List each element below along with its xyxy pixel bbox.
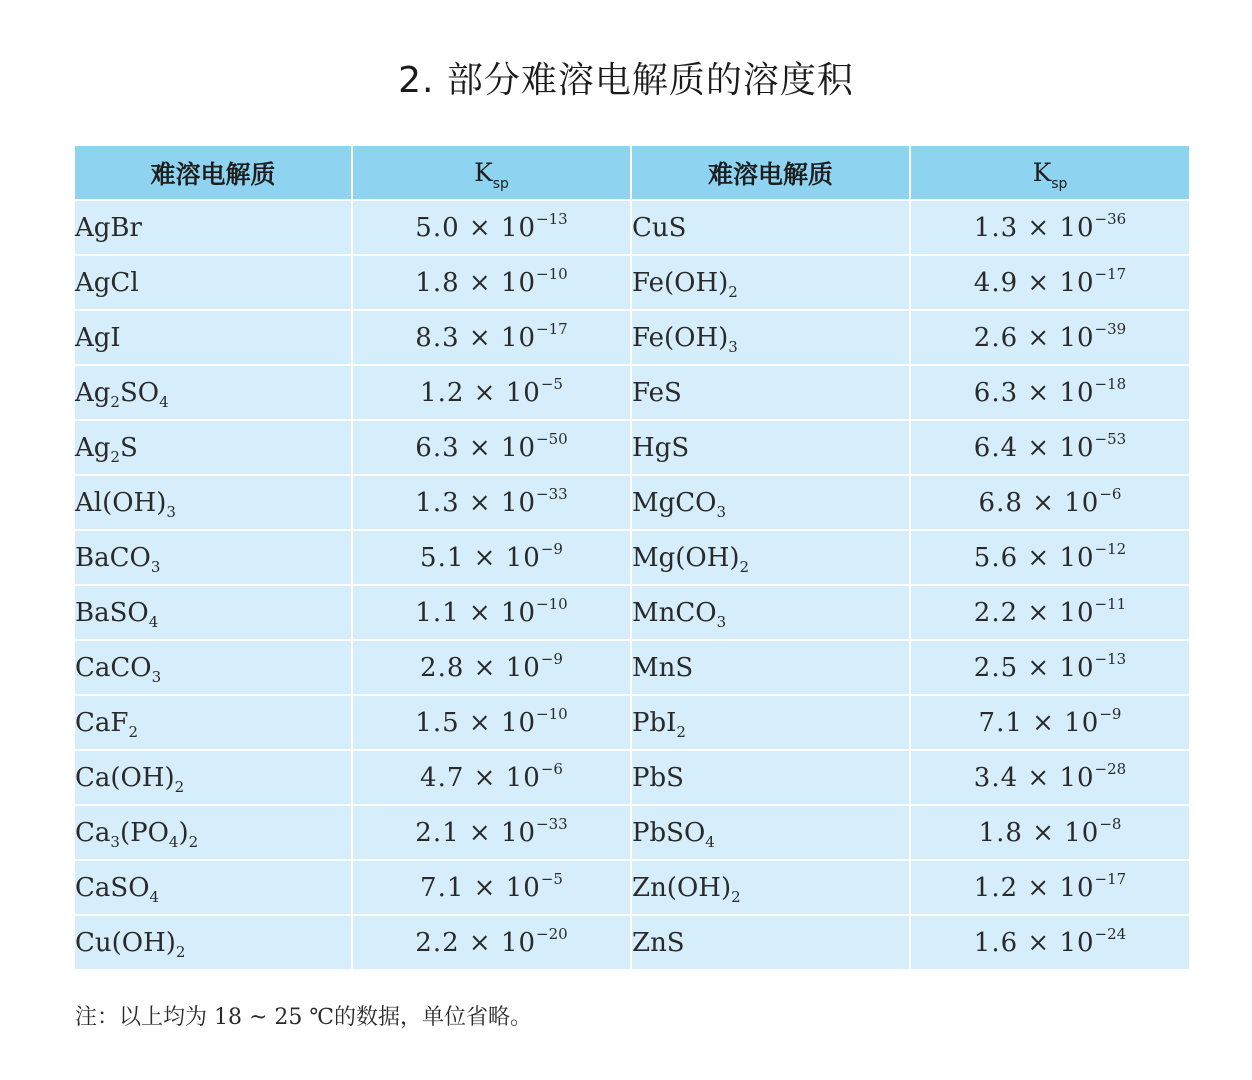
- ksp-value: $8.3 \times 10^{-17}$: [352, 310, 631, 365]
- header-electrolyte: 难溶电解质: [631, 146, 910, 200]
- ksp-mantissa: 1.5: [415, 707, 460, 738]
- formula-part: Mg(OH): [632, 542, 740, 573]
- ksp-value: $4.7 \times 10^{-6}$: [352, 750, 631, 805]
- ksp-value: $7.1 \times 10^{-5}$: [352, 860, 631, 915]
- ksp-exponent: −8: [1099, 814, 1122, 833]
- page-title: 2. 部分难溶电解质的溶度积: [398, 60, 854, 101]
- electrolyte-formula: [631, 200, 910, 255]
- ksp-value: $1.3 \times 10^{-33}$: [352, 475, 631, 530]
- formula-subscript: 3: [151, 667, 162, 686]
- electrolyte-formula: [75, 640, 352, 695]
- table-row: [75, 750, 1189, 805]
- ksp-exponent: −6: [540, 759, 563, 778]
- formula-part: ZnS: [632, 927, 685, 958]
- formula-subscript: 3: [728, 337, 738, 356]
- formula-subscript: 3: [150, 557, 161, 576]
- ksp-mantissa: 2.5: [973, 652, 1019, 683]
- ksp-exponent: −17: [1094, 264, 1127, 283]
- formula-subscript: 4: [159, 392, 169, 411]
- ksp-mantissa: 6.8: [978, 487, 1023, 518]
- table-row: [75, 310, 1189, 365]
- formula-part: Ca(OH): [75, 762, 175, 793]
- electrolyte-formula: [75, 805, 352, 860]
- formula-part: S: [119, 432, 138, 463]
- ksp-mantissa: 2.6: [973, 322, 1019, 353]
- ksp-exponent: −11: [1094, 594, 1127, 613]
- formula-subscript: 3: [716, 612, 727, 631]
- ksp-value: $1.6 \times 10^{-24}$: [910, 915, 1189, 969]
- formula-subscript: 2: [728, 282, 738, 301]
- ksp-mantissa: 5.0: [415, 212, 460, 243]
- ksp-mantissa: 4.9: [973, 267, 1019, 298]
- formula-part: SO: [119, 377, 160, 408]
- formula-part: PbI: [632, 707, 677, 738]
- electrolyte-formula: [631, 475, 910, 530]
- ksp-mantissa: 2.2: [415, 927, 460, 958]
- electrolyte-formula: [631, 915, 910, 969]
- formula-subscript: 2: [731, 887, 741, 906]
- formula-subscript: 2: [174, 777, 185, 796]
- ksp-mantissa: 2.1: [415, 817, 460, 848]
- ksp-value: $1.8 \times 10^{-8}$: [910, 805, 1189, 860]
- ksp-value: $1.3 \times 10^{-36}$: [910, 200, 1189, 255]
- formula-part: AgBr: [75, 212, 142, 243]
- formula-part: BaSO: [75, 597, 149, 628]
- table-row: [75, 255, 1189, 310]
- ksp-mantissa: 1.1: [415, 597, 460, 628]
- ksp-mantissa: 1.2: [420, 377, 465, 408]
- electrolyte-formula: [631, 310, 910, 365]
- formula-part: Zn(OH): [632, 872, 732, 903]
- electrolyte-formula: [75, 915, 352, 969]
- table-row: [75, 585, 1189, 640]
- formula-part: HgS: [632, 432, 690, 463]
- ksp-exponent: −9: [540, 649, 563, 668]
- ksp-mantissa: 1.3: [973, 212, 1019, 243]
- ksp-exponent: −13: [1094, 649, 1127, 668]
- formula-subscript: 2: [175, 942, 186, 961]
- electrolyte-formula: [75, 530, 352, 585]
- ksp-value: $7.1 \times 10^{-9}$: [910, 695, 1189, 750]
- ksp-exponent: −39: [1094, 319, 1127, 338]
- ksp-exponent: −28: [1094, 759, 1127, 778]
- ksp-mantissa: 5.1: [420, 542, 465, 573]
- ksp-value: $1.2 \times 10^{-17}$: [910, 860, 1189, 915]
- electrolyte-formula: [75, 310, 352, 365]
- electrolyte-formula: [75, 695, 352, 750]
- table-row: [75, 475, 1189, 530]
- ksp-mantissa: 1.6: [973, 927, 1019, 958]
- table-body: [75, 200, 1189, 969]
- electrolyte-formula: [631, 805, 910, 860]
- ksp-exponent: −6: [1099, 484, 1122, 503]
- ksp-mantissa: 7.1: [978, 707, 1023, 738]
- ksp-mantissa: 6.3: [415, 432, 460, 463]
- electrolyte-formula: [75, 585, 352, 640]
- ksp-value: $6.3 \times 10^{-50}$: [352, 420, 631, 475]
- formula-part: CaCO: [75, 652, 152, 683]
- formula-part: ): [178, 817, 189, 848]
- ksp-exponent: −9: [1099, 704, 1122, 723]
- ksp-value: $6.4 \times 10^{-53}$: [910, 420, 1189, 475]
- formula-subscript: 2: [110, 447, 120, 466]
- ksp-exponent: −33: [536, 814, 568, 833]
- table-row: [75, 530, 1189, 585]
- table-row: [75, 365, 1189, 420]
- ksp-mantissa: 1.3: [415, 487, 460, 518]
- electrolyte-formula: [75, 200, 352, 255]
- formula-part: MnCO: [632, 597, 717, 628]
- electrolyte-formula: [75, 475, 352, 530]
- ksp-exponent: −18: [1094, 374, 1127, 393]
- ksp-value: $1.5 \times 10^{-10}$: [352, 695, 631, 750]
- electrolyte-formula: [631, 255, 910, 310]
- ksp-mantissa: 6.3: [973, 377, 1019, 408]
- ksp-mantissa: 2.8: [420, 652, 465, 683]
- table-row: [75, 805, 1189, 860]
- formula-part: CaF: [75, 707, 129, 738]
- table-row: [75, 640, 1189, 695]
- ksp-exponent: −10: [536, 264, 568, 283]
- formula-part: Fe(OH): [632, 267, 729, 298]
- ksp-exponent: −50: [536, 429, 568, 448]
- ksp-mantissa: 5.6: [973, 542, 1019, 573]
- ksp-exponent: −13: [536, 209, 568, 228]
- ksp-exponent: −12: [1094, 539, 1127, 558]
- formula-subscript: 2: [188, 832, 199, 851]
- ksp-mantissa: 1.8: [415, 267, 460, 298]
- electrolyte-formula: [631, 530, 910, 585]
- ksp-value: $4.9 \times 10^{-17}$: [910, 255, 1189, 310]
- formula-subscript: 2: [110, 392, 120, 411]
- electrolyte-formula: [631, 750, 910, 805]
- electrolyte-formula: [75, 255, 352, 310]
- formula-subscript: 2: [128, 722, 138, 741]
- electrolyte-formula: [75, 420, 352, 475]
- ksp-exponent: −53: [1094, 429, 1127, 448]
- ksp-value: $2.1 \times 10^{-33}$: [352, 805, 631, 860]
- ksp-value: $2.5 \times 10^{-13}$: [910, 640, 1189, 695]
- ksp-exponent: −5: [540, 869, 563, 888]
- ksp-exponent: −36: [1094, 209, 1127, 228]
- formula-part: AgI: [75, 322, 121, 353]
- ksp-table: [75, 146, 1189, 969]
- ksp-mantissa: 1.8: [978, 817, 1023, 848]
- formula-subscript: 4: [149, 887, 160, 906]
- formula-part: PbS: [632, 762, 684, 793]
- ksp-value: $5.0 \times 10^{-13}$: [352, 200, 631, 255]
- ksp-mantissa: 8.3: [415, 322, 460, 353]
- ksp-value: $5.1 \times 10^{-9}$: [352, 530, 631, 585]
- formula-part: FeS: [632, 377, 682, 408]
- ksp-value: $2.2 \times 10^{-20}$: [352, 915, 631, 969]
- electrolyte-formula: [631, 365, 910, 420]
- footnote: 注：以上均为 18 ~ 25 ℃的数据，单位省略。: [75, 1005, 533, 1030]
- formula-part: AgCl: [75, 267, 139, 298]
- electrolyte-formula: [631, 695, 910, 750]
- ksp-exponent: −24: [1094, 924, 1127, 943]
- formula-part: Cu(OH): [75, 927, 176, 958]
- electrolyte-formula: [631, 860, 910, 915]
- formula-subscript: 4: [705, 832, 715, 851]
- ksp-value: $6.3 \times 10^{-18}$: [910, 365, 1189, 420]
- ksp-value: $1.2 \times 10^{-5}$: [352, 365, 631, 420]
- ksp-value: $6.8 \times 10^{-6}$: [910, 475, 1189, 530]
- ksp-exponent: −17: [1094, 869, 1127, 888]
- formula-part: Ag: [75, 377, 111, 408]
- header-ksp: $K_{sp}$: [352, 146, 631, 200]
- ksp-mantissa: 1.2: [973, 872, 1019, 903]
- header-ksp: $K_{sp}$: [910, 146, 1189, 200]
- ksp-exponent: −10: [536, 704, 568, 723]
- ksp-exponent: −9: [540, 539, 563, 558]
- table-row: [75, 695, 1189, 750]
- table-row: [75, 200, 1189, 255]
- formula-subscript: 3: [716, 502, 727, 521]
- ksp-value: $2.6 \times 10^{-39}$: [910, 310, 1189, 365]
- ksp-value: $2.8 \times 10^{-9}$: [352, 640, 631, 695]
- table-row: [75, 915, 1189, 969]
- electrolyte-formula: [75, 750, 352, 805]
- formula-part: PbSO: [632, 817, 706, 848]
- header-electrolyte: 难溶电解质: [75, 146, 352, 200]
- ksp-mantissa: 6.4: [973, 432, 1019, 463]
- ksp-exponent: −33: [536, 484, 568, 503]
- formula-subscript: 2: [676, 722, 686, 741]
- formula-subscript: 4: [148, 612, 159, 631]
- ksp-exponent: −5: [540, 374, 563, 393]
- formula-subscript: 4: [168, 832, 179, 851]
- ksp-exponent: −10: [536, 594, 568, 613]
- electrolyte-formula: [631, 640, 910, 695]
- ksp-exponent: −17: [536, 319, 568, 338]
- formula-part: CuS: [632, 212, 687, 243]
- ksp-mantissa: 2.2: [973, 597, 1019, 628]
- electrolyte-formula: [631, 420, 910, 475]
- formula-part: Fe(OH): [632, 322, 729, 353]
- ksp-value: $1.8 \times 10^{-10}$: [352, 255, 631, 310]
- electrolyte-formula: [631, 585, 910, 640]
- formula-subscript: 3: [110, 832, 120, 851]
- formula-part: CaSO: [75, 872, 150, 903]
- formula-part: (PO: [119, 817, 169, 848]
- ksp-value: $1.1 \times 10^{-10}$: [352, 585, 631, 640]
- ksp-value: $5.6 \times 10^{-12}$: [910, 530, 1189, 585]
- formula-part: MgCO: [632, 487, 717, 518]
- formula-part: MnS: [632, 652, 694, 683]
- electrolyte-formula: [75, 860, 352, 915]
- formula-part: Al(OH): [75, 487, 167, 518]
- electrolyte-formula: [75, 365, 352, 420]
- table-row: [75, 420, 1189, 475]
- ksp-mantissa: 7.1: [420, 872, 465, 903]
- formula-part: Ag: [75, 432, 111, 463]
- formula-part: Ca: [75, 817, 111, 848]
- table-row: [75, 860, 1189, 915]
- ksp-mantissa: 4.7: [420, 762, 465, 793]
- ksp-value: $3.4 \times 10^{-28}$: [910, 750, 1189, 805]
- ksp-value: $2.2 \times 10^{-11}$: [910, 585, 1189, 640]
- formula-part: BaCO: [75, 542, 151, 573]
- ksp-mantissa: 3.4: [973, 762, 1019, 793]
- table-header-row: [75, 146, 1189, 200]
- formula-subscript: 3: [166, 502, 176, 521]
- ksp-exponent: −20: [536, 924, 568, 943]
- formula-subscript: 2: [739, 557, 750, 576]
